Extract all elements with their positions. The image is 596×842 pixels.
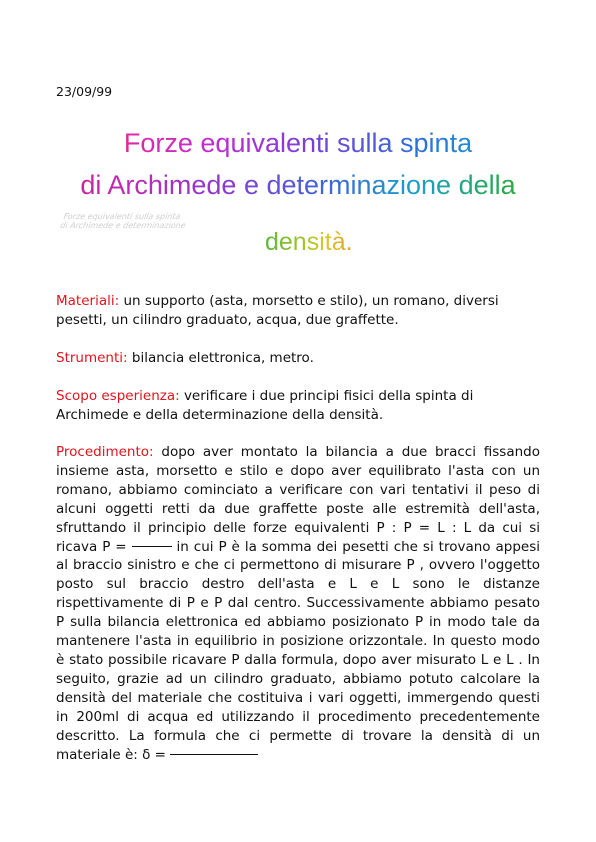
title-shadow — [59, 212, 286, 230]
section-scopo — [56, 387, 540, 425]
title-shadow-line-1: Forze equivalenti sulla spinta — [62, 212, 183, 221]
section-procedimento — [56, 443, 540, 764]
fraction-bar — [132, 546, 172, 547]
title-shadow-line-2: di Archimede e determinazione — [58, 221, 188, 230]
materiali-label: Materiali: — [56, 293, 120, 309]
scopo-text: verificare i due principi fisici della spinta di Archimede e della determinazione della densità. — [56, 388, 474, 423]
strumenti-label: Strumenti: — [56, 350, 128, 366]
title-line-2: di Archimede e determinazione della — [0, 172, 596, 199]
procedimento-text-b: in cui P è la somma dei pesetti che si trovano appesi al braccio sinistro e che ci permettono di misurare P , ovvero l'oggetto posto sul braccio destro dell'asta e L e L sono le distanze rispettivamente di P e P dal centro. Successivamente abbiamo pesato P sulla bilancia elettronica ed abbiamo posizionato P in modo tale da mantenere l'asta in equilibrio in posizione orizzontale. In questo modo è stato possibile ricavare P dalla formula, dopo aver misurato L e L . In seguito, grazie ad un cilindro graduato, abbiamo potuto calcolare la densità del materiale che costituiva i vari oggetti, immergendo questi in 200ml di acqua ed utilizzando il procedimento precedentemente descritto. La formula che ci permette di trovare la densità di un materiale è: δ = — [56, 538, 541, 763]
density-fraction-bar — [170, 754, 258, 755]
strumenti-text: bilancia elettronica, metro. — [127, 350, 314, 366]
section-strumenti — [56, 349, 540, 368]
title-line-3: densità. — [265, 228, 353, 256]
scopo-label: Scopo esperienza: — [56, 388, 180, 404]
section-materiali — [56, 292, 540, 330]
procedimento-text-a: dopo aver montato la bilancia a due bracci fissando insieme asta, morsetto e stilo e dopo aver equilibrato l'asta con un romano, abbiamo cominciato a verificare con vari tentativi il peso di alcuni oggetti retti da due graffette poste alle estremità dell'asta, sfruttando il principio delle forze equivalenti P : P = L : L da cui si ricava P = — [56, 444, 540, 555]
materiali-text: un supporto (asta, morsetto e stilo), un romano, diversi pesetti, un cilindro graduato, acqua, due graffette. — [56, 293, 499, 328]
procedimento-label: Procedimento: — [56, 444, 154, 460]
title-line-1: Forze equivalenti sulla spinta — [0, 130, 596, 157]
document-date: 23/09/99 — [56, 84, 113, 99]
